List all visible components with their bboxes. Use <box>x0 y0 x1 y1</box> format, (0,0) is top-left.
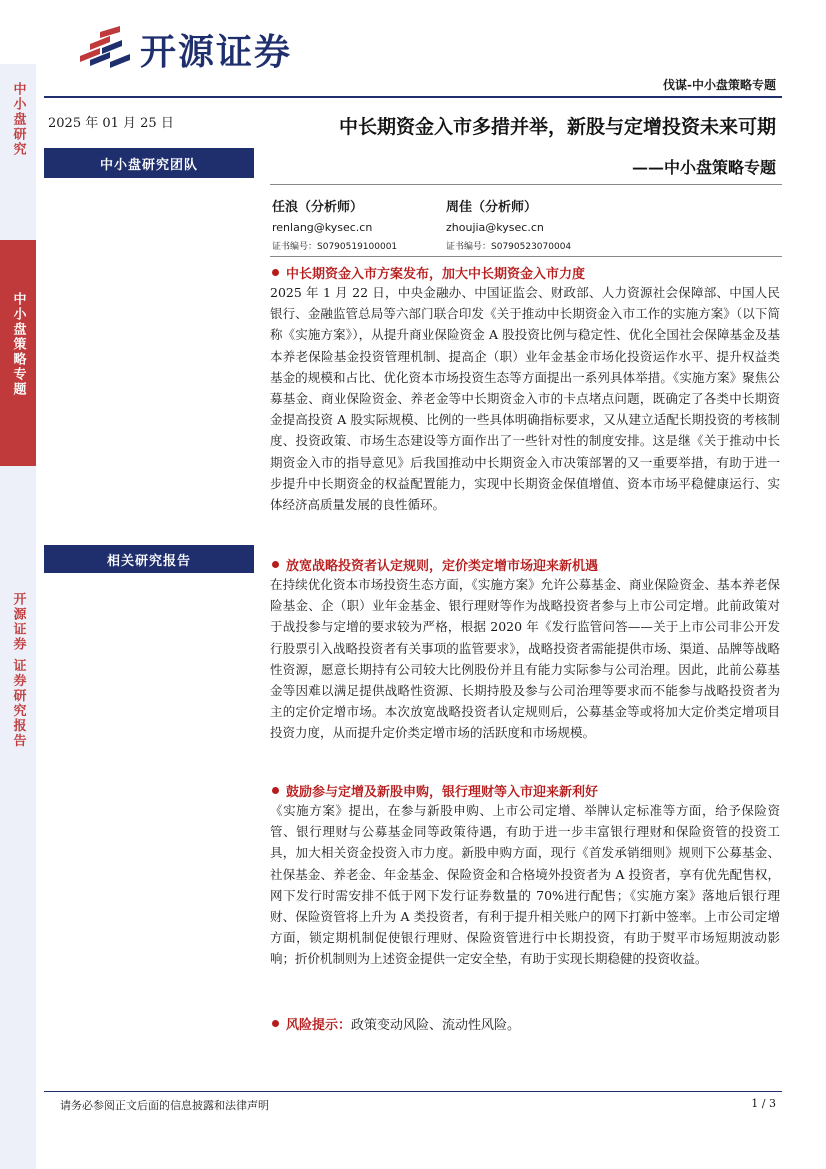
analyst-name: 周佳（分析师） <box>446 200 538 215</box>
section-heading: 放宽战略投资者认定规则，定价类定增市场迎来新机遇 <box>270 554 780 574</box>
analyst-divider <box>270 256 782 257</box>
risk-line <box>270 1014 780 1033</box>
section-body: 2025 年 1 月 22 日，中央金融办、中国证监会、财政部、人力资源社会保障部、中国人民银行、金融监管总局等六部门联合印发《关于推动中长期资金入市工作的实施方案》（以下简称《实施方案》），从提升商业保险资金 A 股投资比例与稳定性、优化全国社会保障基金及基本养老保险基金投资管理机制、提高企（职）业年金基金市场化投资运作水平、提升权益类基金的规模和占比、优化资本市场投资生态等方面提出一系列具体举措。《实施方案》聚焦公募基金、商业保险资金、养老金等中长期资金入市的卡点堵点问题，既确定了各类中长期资金提高投资 A 股实际规模、比例的一些具体明确指标要求，又从建立适配长期投资的考核制度、投资政策、市场生态建设等方面作出了一些针对性的制度安排。这是继《关于推动中长期资金入市的指导意见》后我国推动中长期资金入市决策部署的又一重要举措，有助于进一步提升中长期资金的权益配置能力，实现中长期资金保值增值、资本市场平稳健康运行、实体经济高质量发展的良性循环。 <box>270 285 780 513</box>
title-divider <box>270 184 782 185</box>
analyst-cert: 证书编号：S0790519100001 <box>272 242 398 252</box>
analyst-email[interactable]: zhoujia@kysec.cn <box>446 221 544 234</box>
page-title: 中长期资金入市多措并举，新股与定增投资未来可期 <box>338 116 776 138</box>
report-series-tag: 伐谋-中小盘策略专题 <box>663 78 776 92</box>
strip-publisher: 开源证券 证券研究报告 <box>10 592 26 749</box>
bullet-icon <box>272 269 279 276</box>
disclaimer-note: 请务必参阅正文后面的信息披露和法律声明 <box>60 1099 269 1112</box>
analyst-email[interactable]: renlang@kysec.cn <box>272 221 373 234</box>
header-divider <box>44 96 782 98</box>
section-3 <box>270 780 780 970</box>
bullet-icon <box>272 561 279 568</box>
analyst-card <box>272 196 472 252</box>
section-heading: 鼓励参与定增及新股申购，银行理财等入市迎来新利好 <box>270 780 780 800</box>
team-label: 中小盘研究团队 <box>44 148 254 178</box>
risk-section <box>270 1014 780 1033</box>
strip-topic: 中小盘策略专题 <box>0 240 36 466</box>
report-date: 2025 年 01 月 25 日 <box>48 116 174 131</box>
logo-mark-icon <box>76 26 134 72</box>
section-2 <box>270 554 780 744</box>
section-heading: 中长期资金入市方案发布，加大中长期资金入市力度 <box>270 262 780 282</box>
brand-name: 开源证券 <box>140 31 293 73</box>
section-body: 《实施方案》提出，在参与新股申购、上市公司定增、举牌认定标准等方面，给予保险资管、银行理财与公募基金同等政策待遇，有助于进一步丰富银行理财和保险资管的投资工具，加大相关资金投资入市力度。新股申购方面，现行《首发承销细则》规则下公募基金、社保基金、养老金、年金基金、保险资金和合格境外投资者为 A 投资者，享有优先配售权，网下发行时需安排不低于网下发行证券数量的 70%进行配售；《实施方案》落地后银行理财、保险资管将上升为 A 类投资者，有利于提升相关账户的网下打新中签率。上市公司定增方面，锁定期机制促使银行理财、保险资管进行中长期投资，有助于熨平市场短期波动影响；折价机制则为上述资金提供一定安全垫，有助于实现长期稳健的投资收益。 <box>270 803 780 967</box>
page-subtitle: ——中小盘策略专题 <box>631 158 776 177</box>
page-number: 1 / 3 <box>751 1097 776 1110</box>
analyst-name: 任浪（分析师） <box>272 200 364 215</box>
brand-logo <box>76 26 292 72</box>
analyst-cert: 证书编号：S0790523070004 <box>446 242 572 252</box>
section-1 <box>270 262 780 515</box>
section-body: 在持续优化资本市场投资生态方面，《实施方案》允许公募基金、商业保险资金、基本养老保险基金、企（职）业年金基金、银行理财等作为战略投资者参与上市公司定增。此前政策对于战投参与定增的要求较为严格，根据 2020 年《发行监管问答——关于上市公司非公开发行股票引入战略投资者有关事项的监管要求》，战略投资者需能提供市场、渠道、品牌等战略性资源，愿意长期持有公司较大比例股份并且有能力实际参与公司治理。因此，此前公募基金等因难以满足提供战略性资源、长期持股及参与公司治理等要求而不能参与战略投资者为主的定价定增市场。本次放宽战略投资者认定规则后，公募基金等或将加大定价类定增项目投资力度，从而提升定价类定增市场的活跃度和市场规模。 <box>270 577 780 741</box>
risk-label: 风险提示： <box>286 1018 352 1033</box>
strip-category: 中小盘研究 <box>10 82 26 157</box>
bullet-icon <box>272 1020 279 1027</box>
footer-divider <box>44 1091 782 1092</box>
analyst-card <box>446 196 646 252</box>
bullet-icon <box>272 787 279 794</box>
related-reports-label: 相关研究报告 <box>44 545 254 573</box>
risk-text: 政策变动风险、流动性风险。 <box>351 1018 521 1033</box>
